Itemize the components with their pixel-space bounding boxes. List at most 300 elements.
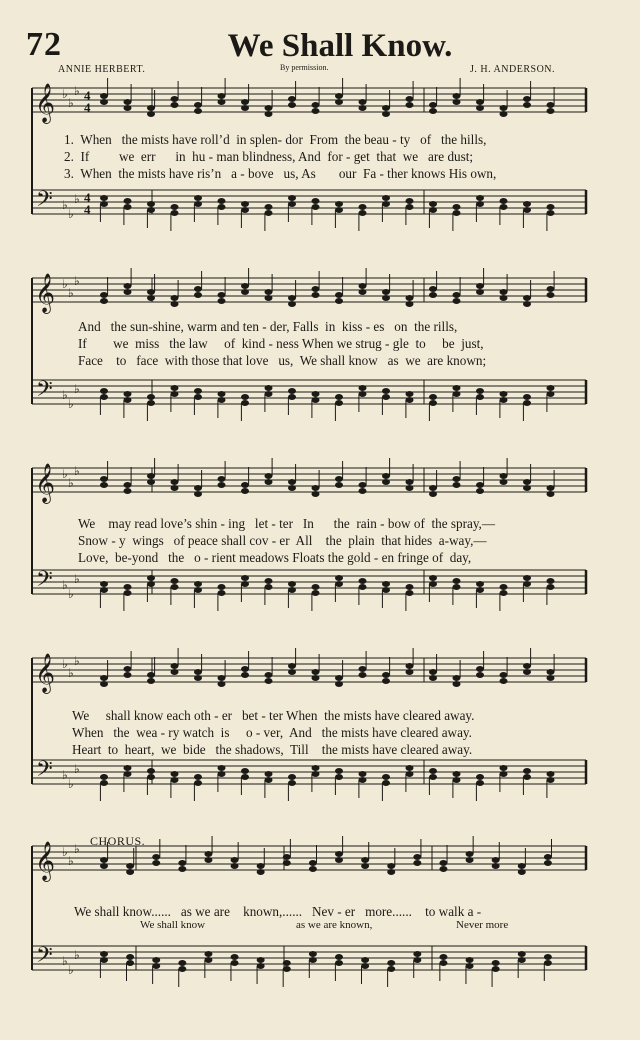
note-head <box>124 672 132 678</box>
note-head <box>312 204 320 210</box>
note-head <box>547 108 555 114</box>
note-head <box>100 476 108 482</box>
note-head <box>359 578 367 584</box>
verse-3-line: Face to face with those that love us, We shall know as we are known; <box>78 353 487 368</box>
note-head <box>218 584 226 590</box>
flat-icon: ♭ <box>62 198 68 212</box>
note-head <box>124 584 132 590</box>
note-head <box>312 286 320 292</box>
note-head <box>500 479 508 485</box>
note-head <box>387 966 395 972</box>
treble-clef-icon: 𝄞 <box>35 463 56 503</box>
note-head <box>204 857 212 863</box>
verse-1-line: And the sun-shine, warm and ten - der, Falls in kiss - es on the rills, <box>78 319 458 334</box>
note-head <box>547 491 555 497</box>
verse-1-line: We may read love’s shin - ing let - ter In the rain - bow of the spray,— <box>78 516 496 531</box>
note-head <box>265 578 273 584</box>
note-head <box>359 482 367 488</box>
note-head <box>194 774 202 780</box>
flat-icon: ♭ <box>74 84 80 98</box>
note-head <box>194 201 202 207</box>
note-head <box>406 96 414 102</box>
note-head <box>406 485 414 491</box>
note-head <box>124 590 132 596</box>
note-head <box>241 283 249 289</box>
note-head <box>194 485 202 491</box>
note-head <box>547 669 555 675</box>
note-head <box>147 105 155 111</box>
note-head <box>382 201 390 207</box>
note-head <box>523 774 531 780</box>
note-head <box>361 863 369 869</box>
note-head <box>523 295 531 301</box>
note-head <box>453 298 461 304</box>
note-head <box>335 768 343 774</box>
note-head <box>265 771 273 777</box>
treble-clef-icon: 𝄞 <box>35 273 56 313</box>
note-head <box>265 295 273 301</box>
note-head <box>453 578 461 584</box>
note-head <box>359 289 367 295</box>
note-head <box>241 99 249 105</box>
note-head <box>406 590 414 596</box>
note-head <box>124 283 132 289</box>
note-head <box>241 581 249 587</box>
note-head <box>500 473 508 479</box>
treble-clef-icon: 𝄞 <box>35 83 56 123</box>
note-head <box>124 397 132 403</box>
note-head <box>147 774 155 780</box>
note-head <box>100 774 108 780</box>
note-head <box>382 479 390 485</box>
note-head <box>100 863 108 869</box>
note-head <box>429 102 437 108</box>
note-head <box>218 198 226 204</box>
note-head <box>171 669 179 675</box>
note-head <box>382 195 390 201</box>
note-head <box>406 102 414 108</box>
note-head <box>178 966 186 972</box>
note-head <box>171 485 179 491</box>
note-head <box>492 966 500 972</box>
note-head <box>359 210 367 216</box>
note-head <box>361 957 369 963</box>
time-signature-bottom: 4 <box>84 100 91 115</box>
note-head <box>100 675 108 681</box>
note-head <box>523 479 531 485</box>
note-head <box>476 283 484 289</box>
note-head <box>453 292 461 298</box>
note-head <box>429 491 437 497</box>
note-head <box>406 669 414 675</box>
note-head <box>288 485 296 491</box>
note-head <box>283 860 291 866</box>
note-head <box>413 951 421 957</box>
note-head <box>231 954 239 960</box>
note-head <box>429 669 437 675</box>
note-head <box>335 201 343 207</box>
note-head <box>382 581 390 587</box>
chorus-line: We shall know...... as we are known,...... Nev - er more...... to walk a - <box>74 904 482 919</box>
note-head <box>547 485 555 491</box>
note-head <box>218 204 226 210</box>
note-head <box>406 391 414 397</box>
note-head <box>406 584 414 590</box>
note-head <box>100 99 108 105</box>
flat-icon: ♭ <box>74 762 80 776</box>
note-head <box>312 590 320 596</box>
note-head <box>387 960 395 966</box>
note-head <box>218 397 226 403</box>
note-head <box>312 765 320 771</box>
note-head <box>100 780 108 786</box>
note-head <box>152 963 160 969</box>
note-head <box>100 951 108 957</box>
note-head <box>359 488 367 494</box>
note-head <box>382 394 390 400</box>
note-head <box>178 866 186 872</box>
note-head <box>476 774 484 780</box>
note-head <box>171 391 179 397</box>
note-head <box>312 675 320 681</box>
note-head <box>547 286 555 292</box>
note-head <box>147 207 155 213</box>
note-head <box>100 292 108 298</box>
note-head <box>518 863 526 869</box>
note-head <box>523 301 531 307</box>
note-head <box>500 111 508 117</box>
note-head <box>544 954 552 960</box>
note-head <box>359 777 367 783</box>
time-signature-top: 4 <box>84 190 91 205</box>
verse-2-line: Snow - y wings of peace shall cov - er All the plain that hides a-way,— <box>78 533 487 548</box>
note-head <box>476 672 484 678</box>
music-system-chorus <box>0 834 640 1028</box>
flat-icon: ♭ <box>62 954 68 968</box>
note-head <box>359 99 367 105</box>
permission-note: By permission. <box>280 63 329 72</box>
flat-icon: ♭ <box>62 388 68 402</box>
note-head <box>359 666 367 672</box>
note-head <box>359 283 367 289</box>
note-head <box>124 482 132 488</box>
note-head <box>218 391 226 397</box>
hymn-title: We Shall Know. <box>227 28 453 64</box>
note-head <box>147 201 155 207</box>
note-head <box>523 201 531 207</box>
note-head <box>429 400 437 406</box>
note-head <box>359 385 367 391</box>
note-head <box>406 198 414 204</box>
note-head <box>500 584 508 590</box>
note-head <box>382 388 390 394</box>
note-head <box>265 479 273 485</box>
flat-icon: ♭ <box>74 654 80 668</box>
hymn-number: 72 <box>26 26 62 63</box>
note-head <box>492 857 500 863</box>
bass-lyric-1: We shall know <box>140 919 206 931</box>
bass-lyric-3: Never more <box>456 919 509 931</box>
flat-icon: ♭ <box>62 845 68 859</box>
note-head <box>241 774 249 780</box>
note-head <box>288 201 296 207</box>
note-head <box>147 289 155 295</box>
note-head <box>359 391 367 397</box>
note-head <box>171 771 179 777</box>
note-head <box>288 295 296 301</box>
music-system-4 <box>0 650 640 820</box>
note-head <box>335 774 343 780</box>
note-head <box>335 476 343 482</box>
staff-notation <box>0 80 640 250</box>
note-head <box>194 108 202 114</box>
note-head <box>126 960 134 966</box>
note-head <box>500 678 508 684</box>
note-head <box>309 957 317 963</box>
note-head <box>218 675 226 681</box>
note-head <box>523 485 531 491</box>
note-head <box>476 195 484 201</box>
note-head <box>218 681 226 687</box>
note-head <box>309 951 317 957</box>
note-head <box>413 860 421 866</box>
note-head <box>147 768 155 774</box>
note-head <box>312 669 320 675</box>
note-head <box>518 951 526 957</box>
staff-notation <box>0 838 640 1028</box>
bass-clef-icon: 𝄢 <box>36 187 53 217</box>
author-credit: ANNIE HERBERT. <box>58 64 146 75</box>
note-head <box>288 780 296 786</box>
note-head <box>429 485 437 491</box>
note-head <box>476 666 484 672</box>
note-head <box>265 289 273 295</box>
note-head <box>453 99 461 105</box>
music-system-1 <box>0 80 640 250</box>
note-head <box>429 394 437 400</box>
note-head <box>147 400 155 406</box>
note-head <box>453 777 461 783</box>
note-head <box>429 675 437 681</box>
note-head <box>335 681 343 687</box>
note-head <box>312 108 320 114</box>
flat-icon: ♭ <box>62 467 68 481</box>
flat-icon: ♭ <box>74 948 80 962</box>
note-head <box>406 479 414 485</box>
flat-icon: ♭ <box>68 963 74 977</box>
note-head <box>439 866 447 872</box>
note-head <box>500 397 508 403</box>
note-head <box>171 777 179 783</box>
note-head <box>359 672 367 678</box>
flat-icon: ♭ <box>68 286 74 300</box>
flat-icon: ♭ <box>62 277 68 291</box>
note-head <box>382 473 390 479</box>
note-head <box>523 394 531 400</box>
note-head <box>288 388 296 394</box>
note-head <box>152 957 160 963</box>
note-head <box>500 672 508 678</box>
note-head <box>453 476 461 482</box>
note-head <box>100 581 108 587</box>
note-head <box>406 663 414 669</box>
note-head <box>500 590 508 596</box>
note-head <box>265 391 273 397</box>
verse-2-line: 2. If we err in hu - man blindness, And for - get that we are dust; <box>64 149 474 164</box>
note-head <box>194 292 202 298</box>
note-head <box>288 102 296 108</box>
note-head <box>126 954 134 960</box>
note-head <box>147 672 155 678</box>
note-head <box>500 105 508 111</box>
flat-icon: ♭ <box>62 657 68 671</box>
note-head <box>100 201 108 207</box>
flat-icon: ♭ <box>68 854 74 868</box>
note-head <box>523 207 531 213</box>
note-head <box>288 195 296 201</box>
note-head <box>312 391 320 397</box>
note-head <box>476 394 484 400</box>
note-head <box>124 391 132 397</box>
note-head <box>152 860 160 866</box>
note-head <box>241 207 249 213</box>
note-head <box>147 473 155 479</box>
note-head <box>547 385 555 391</box>
note-head <box>335 99 343 105</box>
note-head <box>124 198 132 204</box>
note-head <box>382 111 390 117</box>
note-head <box>500 765 508 771</box>
verse-1-line: 1. When the mists have roll’d in splen- dor From the beau - ty of the hills, <box>64 132 487 147</box>
note-head <box>453 391 461 397</box>
note-head <box>241 768 249 774</box>
note-head <box>241 575 249 581</box>
note-head <box>100 388 108 394</box>
note-head <box>147 678 155 684</box>
note-head <box>100 482 108 488</box>
note-head <box>492 960 500 966</box>
note-head <box>218 99 226 105</box>
note-head <box>500 204 508 210</box>
note-head <box>453 584 461 590</box>
note-head <box>218 292 226 298</box>
bass-lyric-2: as we are known, <box>296 919 373 931</box>
flat-icon: ♭ <box>62 768 68 782</box>
flat-icon: ♭ <box>74 842 80 856</box>
note-head <box>283 966 291 972</box>
note-head <box>453 771 461 777</box>
note-head <box>194 195 202 201</box>
note-head <box>523 581 531 587</box>
note-head <box>171 96 179 102</box>
treble-clef-icon: 𝄞 <box>35 653 56 693</box>
note-head <box>500 771 508 777</box>
note-head <box>406 295 414 301</box>
note-head <box>500 391 508 397</box>
note-head <box>361 963 369 969</box>
note-head <box>171 102 179 108</box>
note-head <box>335 675 343 681</box>
note-head <box>429 581 437 587</box>
verse-3-line: Love, be-yond the o - rient meadows Floats the gold - en fringe of day, <box>78 550 472 565</box>
note-head <box>171 479 179 485</box>
note-head <box>283 854 291 860</box>
note-head <box>453 210 461 216</box>
note-head <box>547 204 555 210</box>
note-head <box>171 663 179 669</box>
note-head <box>178 960 186 966</box>
note-head <box>382 587 390 593</box>
note-head <box>544 860 552 866</box>
note-head <box>312 292 320 298</box>
note-head <box>476 581 484 587</box>
note-head <box>241 488 249 494</box>
note-head <box>124 99 132 105</box>
note-head <box>335 207 343 213</box>
note-head <box>257 963 265 969</box>
note-head <box>171 301 179 307</box>
flat-icon: ♭ <box>68 587 74 601</box>
note-head <box>335 581 343 587</box>
note-head <box>312 485 320 491</box>
note-head <box>265 385 273 391</box>
time-signature-bottom: 4 <box>84 202 91 217</box>
verse-1-line: We shall know each oth - er bet - ter When the mists have cleared away. <box>72 708 475 723</box>
note-head <box>413 854 421 860</box>
note-head <box>124 666 132 672</box>
note-head <box>218 476 226 482</box>
note-head <box>231 857 239 863</box>
note-head <box>476 289 484 295</box>
note-head <box>204 957 212 963</box>
note-head <box>312 397 320 403</box>
note-head <box>429 286 437 292</box>
note-head <box>194 780 202 786</box>
note-head <box>335 851 343 857</box>
note-head <box>124 289 132 295</box>
note-head <box>523 669 531 675</box>
note-head <box>335 298 343 304</box>
flat-icon: ♭ <box>74 274 80 288</box>
note-head <box>124 105 132 111</box>
note-head <box>124 204 132 210</box>
time-signature-top: 4 <box>84 88 91 103</box>
note-head <box>453 482 461 488</box>
note-head <box>312 102 320 108</box>
note-head <box>476 780 484 786</box>
note-head <box>288 663 296 669</box>
note-head <box>257 869 265 875</box>
note-head <box>218 298 226 304</box>
note-head <box>406 771 414 777</box>
music-system-3 <box>0 460 640 630</box>
note-head <box>476 488 484 494</box>
note-head <box>359 771 367 777</box>
note-head <box>466 957 474 963</box>
note-head <box>547 675 555 681</box>
flat-icon: ♭ <box>68 777 74 791</box>
note-head <box>124 771 132 777</box>
note-head <box>171 210 179 216</box>
note-head <box>335 954 343 960</box>
note-head <box>429 207 437 213</box>
note-head <box>439 954 447 960</box>
flat-icon: ♭ <box>68 96 74 110</box>
note-head <box>359 584 367 590</box>
note-head <box>439 960 447 966</box>
note-head <box>204 951 212 957</box>
note-head <box>265 584 273 590</box>
